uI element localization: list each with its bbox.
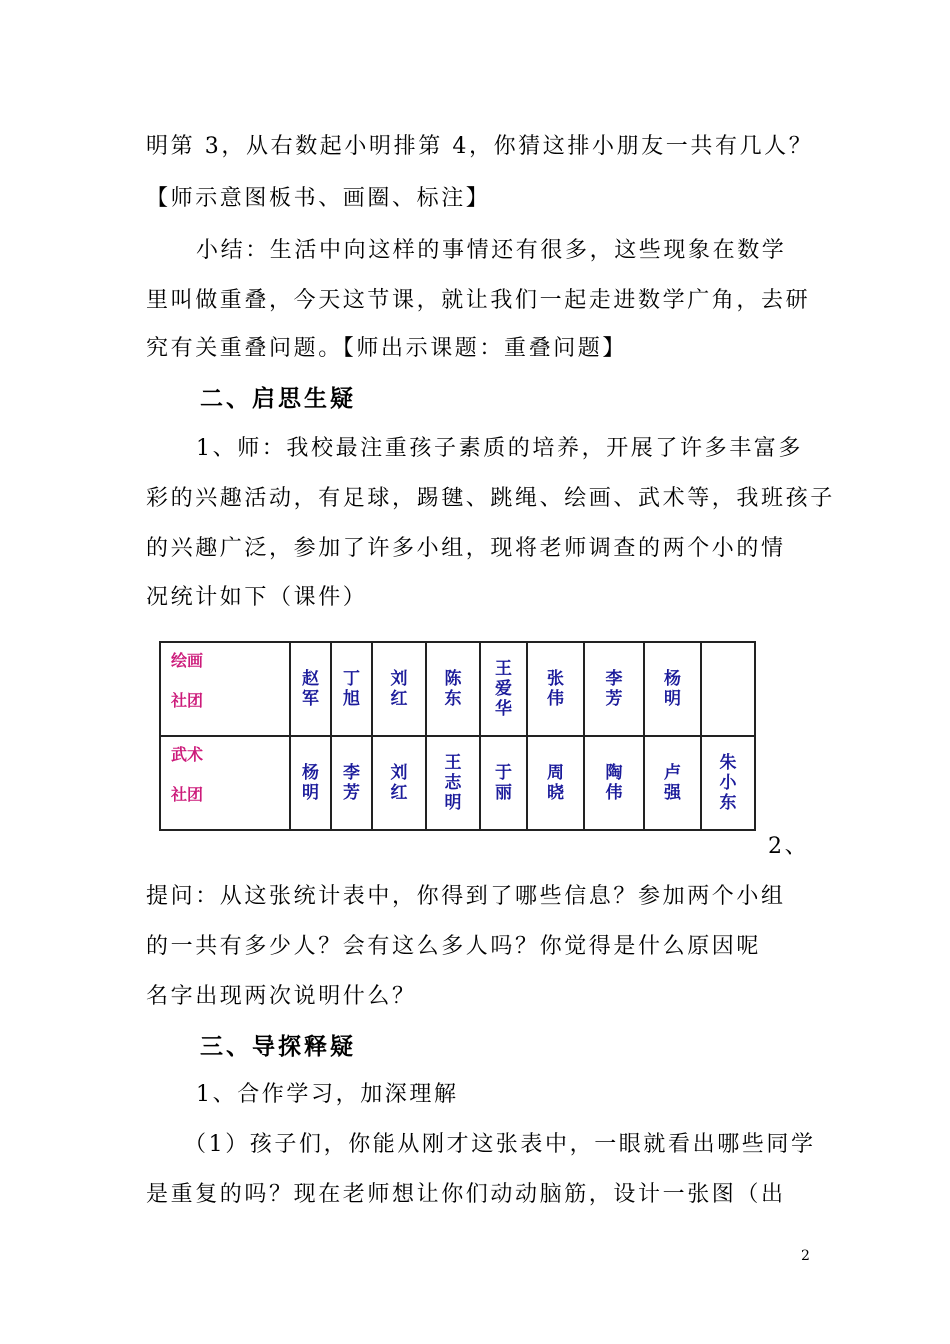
paragraph-line: 究有关重叠问题。【师出示课题：重叠问题】 [146, 336, 628, 361]
member-name: 朱小东 [719, 753, 737, 813]
member-name: 于丽 [495, 763, 512, 803]
paragraph-line: 里叫做重叠，今天这节课，就让我们一起走进数学广角，去研 [146, 288, 811, 313]
member-name: 王志明 [444, 753, 462, 813]
member-cell [426, 642, 480, 736]
paragraph-line: 【师示意图板书、画圈、标注】 [146, 186, 491, 211]
club-label-line: 武术 [171, 745, 204, 764]
member-cell [480, 642, 527, 736]
member-name: 赵军 [302, 669, 319, 709]
member-name: 杨明 [664, 669, 681, 709]
member-cell [584, 642, 644, 736]
member-name: 周晓 [547, 763, 564, 803]
member-name: 丁旭 [343, 669, 360, 709]
member-cell [426, 736, 480, 830]
member-name: 张伟 [547, 669, 564, 709]
paragraph-line: 彩的兴趣活动，有足球，踢毽、跳绳、绘画、武术等，我班孩子 [146, 486, 835, 511]
section-heading: 三、导探释疑 [200, 1034, 356, 1060]
member-cell [584, 736, 644, 830]
member-name: 卢强 [664, 763, 681, 803]
member-cell [480, 736, 527, 830]
member-cell [290, 736, 331, 830]
club-table [159, 641, 756, 831]
member-cell [527, 642, 584, 736]
member-cell [290, 642, 331, 736]
member-name: 陈东 [444, 669, 462, 709]
member-cell [644, 642, 701, 736]
member-cell [372, 736, 426, 830]
member-cell [372, 642, 426, 736]
paragraph-line: 是重复的吗？现在老师想让你们动动脑筋，设计一张图（出 [146, 1182, 786, 1207]
paragraph-line: 名字出现两次说明什么？ [146, 984, 417, 1009]
paragraph-line: 明第 3，从右数起小明排第 4，你猜这排小朋友一共有几人？ [146, 134, 814, 159]
paragraph-line: 的一共有多少人？会有这么多人吗？你觉得是什么原因呢 [146, 934, 762, 959]
paragraph-line: 1、师：我校最注重孩子素质的培养，开展了许多丰富多 [196, 436, 803, 461]
member-name: 杨明 [302, 763, 319, 803]
member-cell [331, 736, 372, 830]
member-name: 王爱华 [495, 659, 512, 719]
member-cell [701, 736, 755, 830]
paragraph-line: 况统计如下（课件） [146, 585, 368, 610]
paragraph-line: 提问：从这张统计表中，你得到了哪些信息？参加两个小组 [146, 884, 786, 909]
paragraph-line: 1、合作学习，加深理解 [196, 1082, 459, 1107]
club-label [160, 736, 290, 830]
member-name: 刘红 [390, 763, 408, 803]
member-cell [644, 736, 701, 830]
member-name: 李芳 [605, 669, 623, 709]
section-heading: 二、启思生疑 [200, 386, 356, 412]
club-label [160, 642, 290, 736]
paragraph-line: 小结：生活中向这样的事情还有很多，这些现象在数学 [196, 238, 787, 263]
member-name: 刘红 [390, 669, 408, 709]
member-name: 陶伟 [605, 763, 623, 803]
member-cell [701, 642, 755, 736]
club-label-line: 社团 [171, 785, 204, 804]
table-row [160, 642, 755, 736]
paragraph-line: （1）孩子们，你能从刚才这张表中，一眼就看出哪些同学 [184, 1132, 816, 1157]
item-number: 2、 [768, 834, 810, 859]
member-cell [527, 736, 584, 830]
page-number: 2 [801, 1248, 810, 1264]
club-label-line: 绘画 [171, 651, 204, 670]
paragraph-line: 的兴趣广泛，参加了许多小组，现将老师调查的两个小的情 [146, 536, 786, 561]
club-label-line: 社团 [171, 691, 204, 710]
member-cell [331, 642, 372, 736]
member-name: 李芳 [343, 763, 360, 803]
table-row [160, 736, 755, 830]
